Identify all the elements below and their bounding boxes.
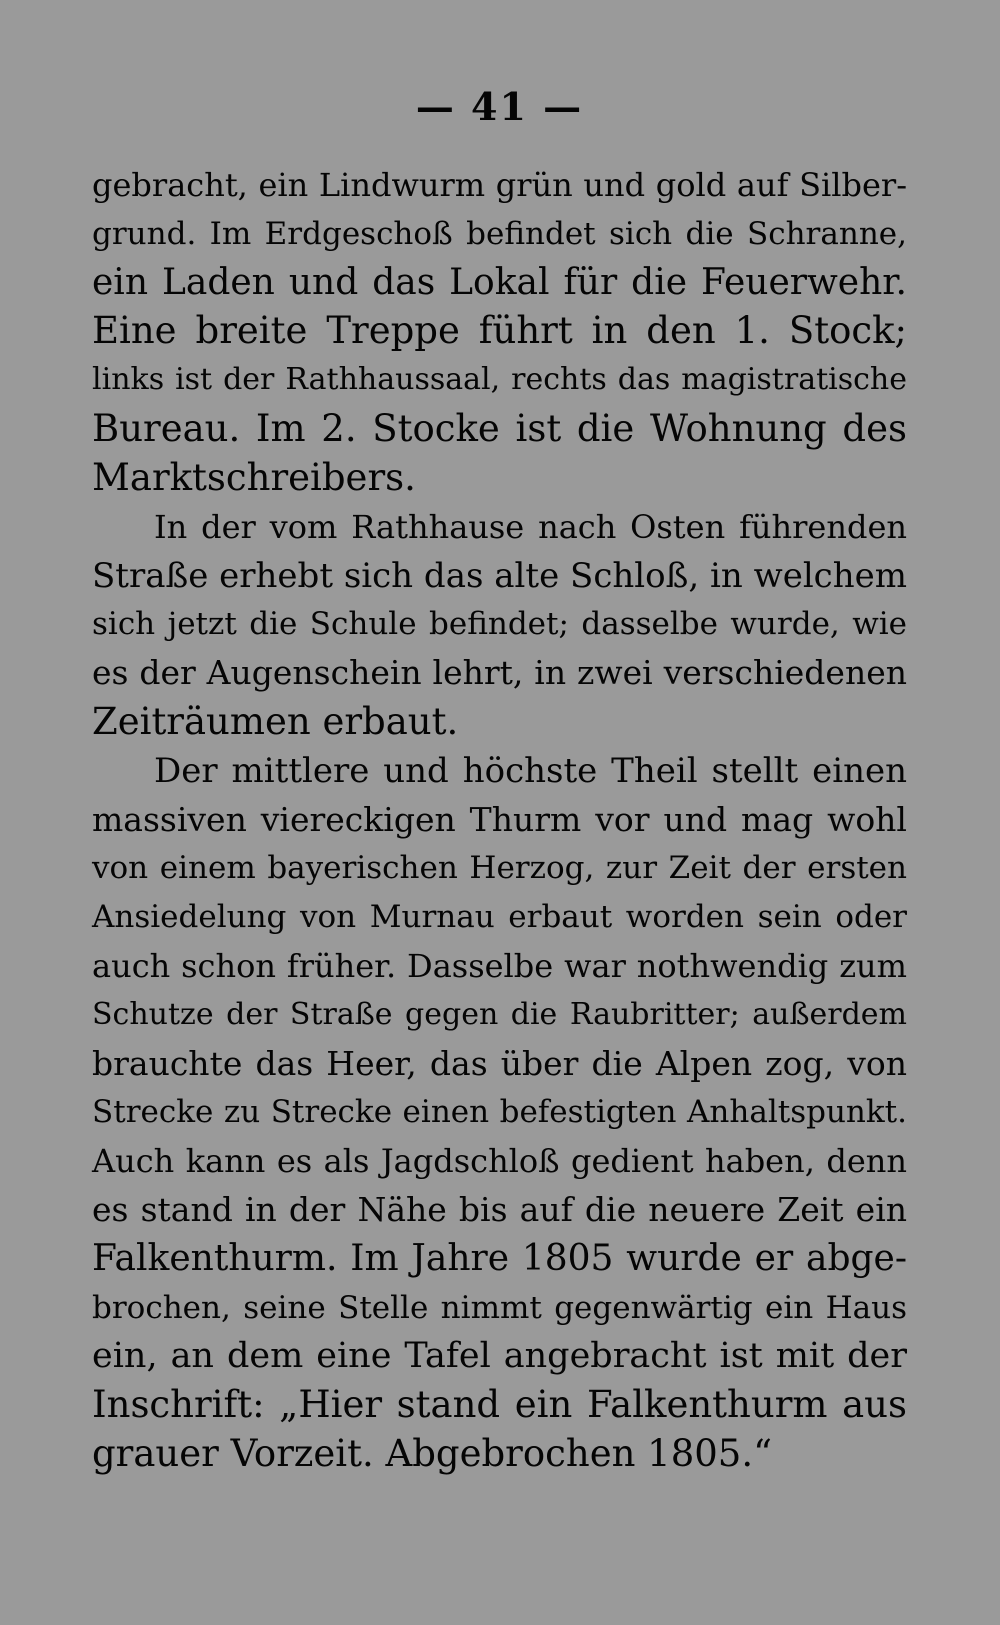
text-line: Strecke zu Strecke einen befestigten Anhaltspunkt.: [92, 1094, 907, 1130]
text-line: massiven viereckigen Thurm vor und mag wohl: [92, 800, 907, 839]
text-line: Auch kann es als Jagdschloß gedient haben, denn: [92, 1142, 907, 1180]
text-line: gebracht, ein Lindwurm grün und gold auf Silber-: [92, 166, 907, 204]
text-line: brochen, seine Stelle nimmt gegenwärtig ein Haus: [92, 1290, 907, 1326]
text-line: es stand in der Nähe bis auf die neuere Zeit ein: [92, 1190, 907, 1229]
text-line: links ist der Rathhaussaal, rechts das magistratische: [92, 362, 907, 397]
text-line: grauer Vorzeit. Abgebrochen 1805.“: [92, 1432, 773, 1475]
text-line: von einem bayerischen Herzog, zur Zeit der ersten: [92, 850, 907, 886]
text-line: Marktschreibers.: [92, 456, 416, 499]
text-line: In der vom Rathhause nach Osten führenden: [154, 508, 907, 546]
page-number: — 41 —: [415, 84, 584, 129]
text-line: brauchte das Heer, das über die Alpen zog, von: [92, 1044, 907, 1083]
text-line: Ansiedelung von Murnau erbaut worden sein oder: [92, 899, 907, 935]
text-line: ein, an dem eine Tafel angebracht ist mit der: [92, 1336, 907, 1376]
text-line: Der mittlere und höchste Theil stellt einen: [154, 751, 907, 791]
text-line: Bureau. Im 2. Stocke ist die Wohnung des: [92, 407, 907, 450]
text-line: sich jetzt die Schule befindet; dasselbe wurde, wie: [92, 606, 907, 642]
text-line: Falkenthurm. Im Jahre 1805 wurde er abge-: [92, 1238, 907, 1279]
text-line: grund. Im Erdgeschoß befindet sich die Schranne,: [92, 216, 907, 252]
book-page: [92, 0, 907, 1625]
text-line: auch schon früher. Dasselbe war nothwendig zum: [92, 947, 907, 985]
text-line: Straße erhebt sich das alte Schloß, in welchem: [92, 556, 907, 596]
text-line: Inschrift: „Hier stand ein Falkenthurm aus: [92, 1383, 907, 1426]
text-line: ein Laden und das Lokal für die Feuerwehr.: [92, 262, 907, 303]
text-line: Schutze der Straße gegen die Raubritter; außerdem: [92, 997, 907, 1032]
text-line: Eine breite Treppe führt in den 1. Stock;: [92, 309, 907, 352]
text-line: es der Augenschein lehrt, in zwei verschiedenen: [92, 653, 907, 692]
text-line: Zeiträumen erbaut.: [92, 700, 459, 743]
